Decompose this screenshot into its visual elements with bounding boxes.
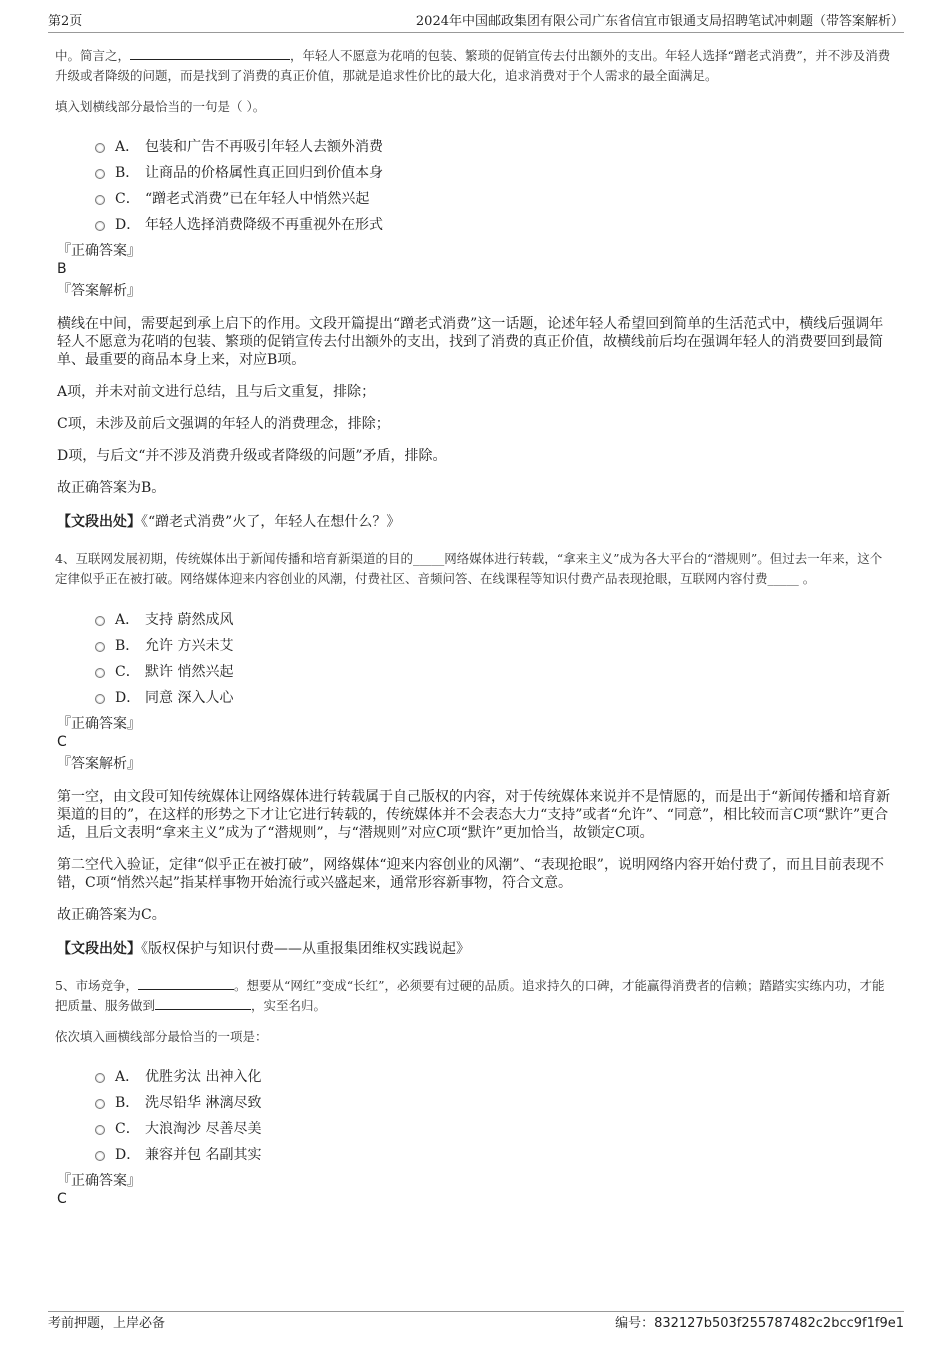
option-b[interactable]: B． 让商品的价格属性真正回归到价值本身 <box>95 160 891 186</box>
radio-button[interactable] <box>95 616 105 626</box>
radio-button[interactable] <box>95 1099 105 1109</box>
document-title: 2024年中国邮政集团有限公司广东省信宜市银通支局招聘笔试冲刺题（带答案解析） <box>415 14 904 29</box>
question-3-options <box>95 134 891 238</box>
option-a[interactable]: A． 包装和广告不再吸引年轻人去额外消费 <box>95 134 891 160</box>
question-4-options <box>95 607 891 711</box>
radio-button[interactable] <box>95 169 105 179</box>
page-number: 第2页 <box>48 14 83 29</box>
option-c[interactable]: C． 默许 悄然兴起 <box>95 659 891 685</box>
radio-button[interactable] <box>95 1151 105 1161</box>
page-header <box>48 12 904 33</box>
radio-button[interactable] <box>95 1073 105 1083</box>
option-a[interactable]: A． 支持 蔚然成风 <box>95 607 891 633</box>
question-4-text: 4、互联网发展初期，传统媒体出于新闻传播和培育新渠道的目的_____网络媒体进行转载，“拿来主义”成为各大平台的“潜规则”。但过去一年来，这个定律似乎正在被打破。网络媒体迎来内容创业的风潮，付费社区、音频问答、在线课程等知识付费产品表现抢眼，互联网内容付费_____ 。 <box>55 551 883 586</box>
source-line: 【文段出处】《版权保护与知识付费——从重报集团维权实践说起》 <box>57 941 470 957</box>
source-line: 【文段出处】《“蹭老式消费”火了，年轻人在想什么？》 <box>57 514 401 530</box>
answer-value: C <box>57 734 67 750</box>
answer-tag: 『正确答案』 <box>57 1173 141 1189</box>
option-a[interactable]: A． 优胜劣汰 出神入化 <box>95 1064 891 1090</box>
answer-tag: 『正确答案』 <box>57 243 141 259</box>
analysis-paragraph: D项，与后文“并不涉及消费升级或者降级的问题”矛盾，排除。 <box>57 448 447 464</box>
page-footer <box>48 1311 904 1331</box>
analysis-paragraph: 第二空代入验证，定律“似乎正在被打破”，网络媒体“迎来内容创业的风潮”、“表现抢眼”，说明网络内容开始付费了，而且目前表现不错，C项“悄然兴起”指某样事物开始流行或兴盛起来，通常形容新事物，符合文意。 <box>57 857 884 891</box>
analysis-tag: 『答案解析』 <box>57 756 141 772</box>
fill-blank <box>155 997 251 1010</box>
option-b[interactable]: B． 洗尽铅华 淋漓尽致 <box>95 1090 891 1116</box>
question-5-options <box>95 1064 891 1168</box>
radio-button[interactable] <box>95 694 105 704</box>
fill-blank <box>138 977 234 990</box>
answer-value: C <box>57 1191 67 1207</box>
question-3-text: 中。简言之， ，年轻人不愿意为花哨的包装、繁琐的促销宣传去付出额外的支出。年轻人选择“蹭老式消费”，并不涉及消费升级或者降级的问题，而是找到了消费的真正价值，那就是追求性价比的最大化，追求消费对于个人需求的最全面满足。 <box>55 48 891 83</box>
analysis-paragraph: C项，未涉及前后文强调的年轻人的消费理念，排除； <box>57 416 390 432</box>
analysis-paragraph: 横线在中间，需要起到承上启下的作用。文段开篇提出“蹭老式消费”这一话题，论述年轻人希望回到简单的生活范式中，横线后强调年轻人不愿意为花哨的包装、繁琐的促销宣传去付出额外的支出，找到了消费的真正价值，故横线前后均在强调年轻人的消费要回到最简单、最重要的商品本身上来，对应B项。 <box>57 316 884 368</box>
analysis-paragraph: 第一空，由文段可知传统媒体让网络媒体进行转载属于自己版权的内容，对于传统媒体来说并不是情愿的，而是出于“新闻传播和培育新渠道的目的”，在这样的形势之下才让它进行转载的，传统媒体并不会表态大力“支持”或者“允许”、“同意”，相比较而言C项“默许”更合适，且后文表明“拿来主义”成为了“潜规则”，与“潜规则”对应C项“默许”更加恰当，故锁定C项。 <box>57 789 891 841</box>
analysis-tag: 『答案解析』 <box>57 283 141 299</box>
option-c[interactable]: C． “蹭老式消费”已在年轻人中悄然兴起 <box>95 186 891 212</box>
option-d[interactable]: D． 年轻人选择消费降级不再重视外在形式 <box>95 212 891 238</box>
option-c[interactable]: C． 大浪淘沙 尽善尽美 <box>95 1116 891 1142</box>
question-3-prompt: 填入划横线部分最恰当的一句是（ ）。 <box>55 99 266 114</box>
radio-button[interactable] <box>95 195 105 205</box>
analysis-paragraph: A项，并未对前文进行总结，且与后文重复，排除； <box>57 384 376 400</box>
document-body <box>55 46 891 1208</box>
answer-value: B <box>57 261 67 277</box>
footer-slogan: 考前押题，上岸必备 <box>48 1316 166 1331</box>
document-id: 编号：832127b503f255787482c2bcc9f1f9e1 <box>615 1316 904 1331</box>
option-b[interactable]: B． 允许 方兴未艾 <box>95 633 891 659</box>
analysis-paragraph: 故正确答案为B。 <box>57 480 166 496</box>
question-5-prompt: 依次填入画横线部分最恰当的一项是： <box>55 1029 268 1044</box>
option-d[interactable]: D． 兼容并包 名副其实 <box>95 1142 891 1168</box>
radio-button[interactable] <box>95 221 105 231</box>
radio-button[interactable] <box>95 143 105 153</box>
radio-button[interactable] <box>95 668 105 678</box>
analysis-paragraph: 故正确答案为C。 <box>57 907 166 923</box>
radio-button[interactable] <box>95 1125 105 1135</box>
option-d[interactable]: D． 同意 深入人心 <box>95 685 891 711</box>
fill-blank <box>130 47 290 60</box>
question-5-text: 5、市场竞争， 。想要从“网红”变成“长红”，必须要有过硬的品质。追求持久的口碑，才能赢得消费者的信赖；踏踏实实练内功，才能把质量、服务做到 ，实至名归。 <box>55 978 885 1013</box>
radio-button[interactable] <box>95 642 105 652</box>
answer-tag: 『正确答案』 <box>57 716 141 732</box>
